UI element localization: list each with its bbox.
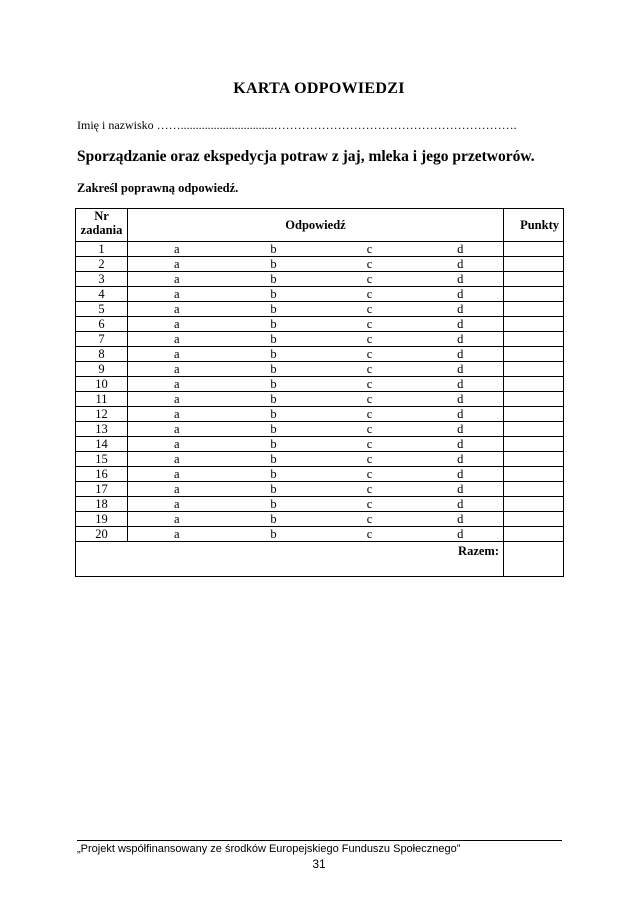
answer-option-c[interactable]: c: [322, 347, 418, 362]
points-cell[interactable]: [504, 242, 564, 257]
answer-option-b[interactable]: b: [226, 437, 322, 452]
answer-option-c[interactable]: c: [322, 272, 418, 287]
answer-option-b[interactable]: b: [226, 422, 322, 437]
points-cell[interactable]: [504, 407, 564, 422]
answer-option-d[interactable]: d: [418, 452, 504, 467]
task-number: 16: [76, 467, 128, 482]
answer-option-b[interactable]: b: [226, 362, 322, 377]
task-number: 1: [76, 242, 128, 257]
answer-option-d[interactable]: d: [418, 497, 504, 512]
answer-option-b[interactable]: b: [226, 452, 322, 467]
task-number: 20: [76, 527, 128, 542]
task-number: 14: [76, 437, 128, 452]
header-points: Punkty: [504, 209, 564, 242]
points-cell[interactable]: [504, 332, 564, 347]
answer-row: [76, 257, 564, 272]
answer-option-c[interactable]: c: [322, 422, 418, 437]
answer-option-c[interactable]: c: [322, 362, 418, 377]
points-cell[interactable]: [504, 347, 564, 362]
task-number: 2: [76, 257, 128, 272]
answer-option-a[interactable]: a: [128, 242, 226, 257]
answer-row: [76, 287, 564, 302]
task-number: 8: [76, 347, 128, 362]
answer-row: [76, 422, 564, 437]
header-zadania-label: zadania: [80, 223, 123, 237]
footer-divider: [77, 840, 562, 841]
answer-option-c[interactable]: c: [322, 497, 418, 512]
answer-option-c[interactable]: c: [322, 332, 418, 347]
answer-option-a[interactable]: a: [128, 377, 226, 392]
points-cell[interactable]: [504, 362, 564, 377]
answer-row: [76, 242, 564, 257]
points-cell[interactable]: [504, 377, 564, 392]
answer-option-a[interactable]: a: [128, 437, 226, 452]
answer-option-d[interactable]: d: [418, 437, 504, 452]
points-cell[interactable]: [504, 302, 564, 317]
answer-option-a[interactable]: a: [128, 272, 226, 287]
answer-option-c[interactable]: c: [322, 287, 418, 302]
subject-heading: Sporządzanie oraz ekspedycja potraw z jaj, mleka i jego przetworów.: [77, 148, 535, 165]
answer-row: [76, 467, 564, 482]
answer-option-b[interactable]: b: [226, 392, 322, 407]
answer-option-c[interactable]: c: [322, 377, 418, 392]
answer-option-c[interactable]: c: [322, 512, 418, 527]
answer-row: [76, 317, 564, 332]
answer-option-a[interactable]: a: [128, 497, 226, 512]
task-number: 18: [76, 497, 128, 512]
answer-option-d[interactable]: d: [418, 302, 504, 317]
answer-option-d[interactable]: d: [418, 422, 504, 437]
answer-option-d[interactable]: d: [418, 287, 504, 302]
answer-option-a[interactable]: a: [128, 452, 226, 467]
points-cell[interactable]: [504, 467, 564, 482]
answer-option-d[interactable]: d: [418, 467, 504, 482]
answer-row: [76, 437, 564, 452]
answer-option-b[interactable]: b: [226, 497, 322, 512]
answer-option-a[interactable]: a: [128, 302, 226, 317]
answer-option-b[interactable]: b: [226, 272, 322, 287]
answer-option-a[interactable]: a: [128, 467, 226, 482]
points-cell[interactable]: [504, 272, 564, 287]
answer-row: [76, 362, 564, 377]
answer-rows: [76, 242, 564, 542]
answer-option-c[interactable]: c: [322, 392, 418, 407]
answer-option-a[interactable]: a: [128, 347, 226, 362]
answer-option-a[interactable]: a: [128, 407, 226, 422]
answer-row: [76, 392, 564, 407]
answer-row: [76, 497, 564, 512]
task-number: 3: [76, 272, 128, 287]
answer-option-c[interactable]: c: [322, 467, 418, 482]
answer-option-c[interactable]: c: [322, 437, 418, 452]
answer-option-b[interactable]: b: [226, 287, 322, 302]
answer-option-d[interactable]: d: [418, 332, 504, 347]
answer-option-d[interactable]: d: [418, 317, 504, 332]
answer-option-a[interactable]: a: [128, 527, 226, 542]
answer-option-c[interactable]: c: [322, 242, 418, 257]
answer-option-a[interactable]: a: [128, 287, 226, 302]
answer-row: [76, 452, 564, 467]
task-number: 15: [76, 452, 128, 467]
header-nr-label: Nr: [94, 209, 109, 223]
task-number: 10: [76, 377, 128, 392]
answer-option-a[interactable]: a: [128, 257, 226, 272]
points-cell[interactable]: [504, 392, 564, 407]
answer-option-a[interactable]: a: [128, 317, 226, 332]
answer-option-d[interactable]: d: [418, 242, 504, 257]
answer-option-c[interactable]: c: [322, 257, 418, 272]
points-cell[interactable]: [504, 287, 564, 302]
answer-option-d[interactable]: d: [418, 512, 504, 527]
answer-option-b[interactable]: b: [226, 377, 322, 392]
task-number: 9: [76, 362, 128, 377]
answer-option-a[interactable]: a: [128, 512, 226, 527]
answer-option-c[interactable]: c: [322, 482, 418, 497]
points-cell[interactable]: [504, 497, 564, 512]
task-number: 7: [76, 332, 128, 347]
points-cell[interactable]: [504, 527, 564, 542]
page-number: 31: [312, 857, 326, 871]
answer-option-b[interactable]: b: [226, 332, 322, 347]
answer-row: [76, 302, 564, 317]
points-cell[interactable]: [504, 437, 564, 452]
task-number: 17: [76, 482, 128, 497]
answer-table: [75, 208, 564, 577]
answer-option-d[interactable]: d: [418, 407, 504, 422]
task-number: 6: [76, 317, 128, 332]
answer-option-c[interactable]: c: [322, 452, 418, 467]
instruction-text: Zakreśl poprawną odpowiedź.: [77, 181, 239, 195]
answer-option-a[interactable]: a: [128, 332, 226, 347]
answer-row: [76, 527, 564, 542]
answer-row: [76, 482, 564, 497]
answer-option-d[interactable]: d: [418, 347, 504, 362]
name-field-line: Imię i nazwisko ……...............................…………………………………………………….: [77, 118, 517, 132]
task-number: 5: [76, 302, 128, 317]
answer-option-d[interactable]: d: [418, 272, 504, 287]
answer-option-a[interactable]: a: [128, 392, 226, 407]
answer-option-b[interactable]: b: [226, 257, 322, 272]
answer-option-d[interactable]: d: [418, 392, 504, 407]
answer-option-d[interactable]: d: [418, 377, 504, 392]
answer-option-c[interactable]: c: [322, 407, 418, 422]
points-cell[interactable]: [504, 422, 564, 437]
answer-option-b[interactable]: b: [226, 242, 322, 257]
points-cell[interactable]: [504, 317, 564, 332]
total-points-cell[interactable]: [504, 542, 564, 577]
page-title: KARTA ODPOWIEDZI: [233, 80, 405, 97]
answer-option-a[interactable]: a: [128, 482, 226, 497]
header-answer: Odpowiedź: [128, 209, 504, 242]
task-number: 4: [76, 287, 128, 302]
answer-row: [76, 377, 564, 392]
points-cell[interactable]: [504, 257, 564, 272]
total-label: Razem:: [76, 542, 504, 577]
task-number: 19: [76, 512, 128, 527]
answer-option-b[interactable]: b: [226, 467, 322, 482]
points-cell[interactable]: [504, 512, 564, 527]
answer-option-d[interactable]: d: [418, 257, 504, 272]
answer-row: [76, 347, 564, 362]
answer-option-b[interactable]: b: [226, 527, 322, 542]
answer-option-c[interactable]: c: [322, 317, 418, 332]
answer-row: [76, 407, 564, 422]
task-number: 12: [76, 407, 128, 422]
answer-option-b[interactable]: b: [226, 407, 322, 422]
task-number: 11: [76, 392, 128, 407]
answer-option-c[interactable]: c: [322, 302, 418, 317]
answer-option-a[interactable]: a: [128, 422, 226, 437]
answer-option-c[interactable]: c: [322, 527, 418, 542]
answer-option-d[interactable]: d: [418, 527, 504, 542]
answer-option-d[interactable]: d: [418, 362, 504, 377]
answer-row: [76, 332, 564, 347]
answer-option-a[interactable]: a: [128, 362, 226, 377]
points-cell[interactable]: [504, 482, 564, 497]
answer-option-b[interactable]: b: [226, 512, 322, 527]
answer-row: [76, 272, 564, 287]
answer-option-b[interactable]: b: [226, 317, 322, 332]
header-task-number: [76, 209, 128, 242]
answer-option-b[interactable]: b: [226, 482, 322, 497]
task-number: 13: [76, 422, 128, 437]
answer-option-d[interactable]: d: [418, 482, 504, 497]
points-cell[interactable]: [504, 452, 564, 467]
footer-funding-note: „Projekt współfinansowany ze środków Europejskiego Funduszu Społecznego”: [77, 843, 461, 855]
answer-option-b[interactable]: b: [226, 347, 322, 362]
answer-option-b[interactable]: b: [226, 302, 322, 317]
answer-row: [76, 512, 564, 527]
